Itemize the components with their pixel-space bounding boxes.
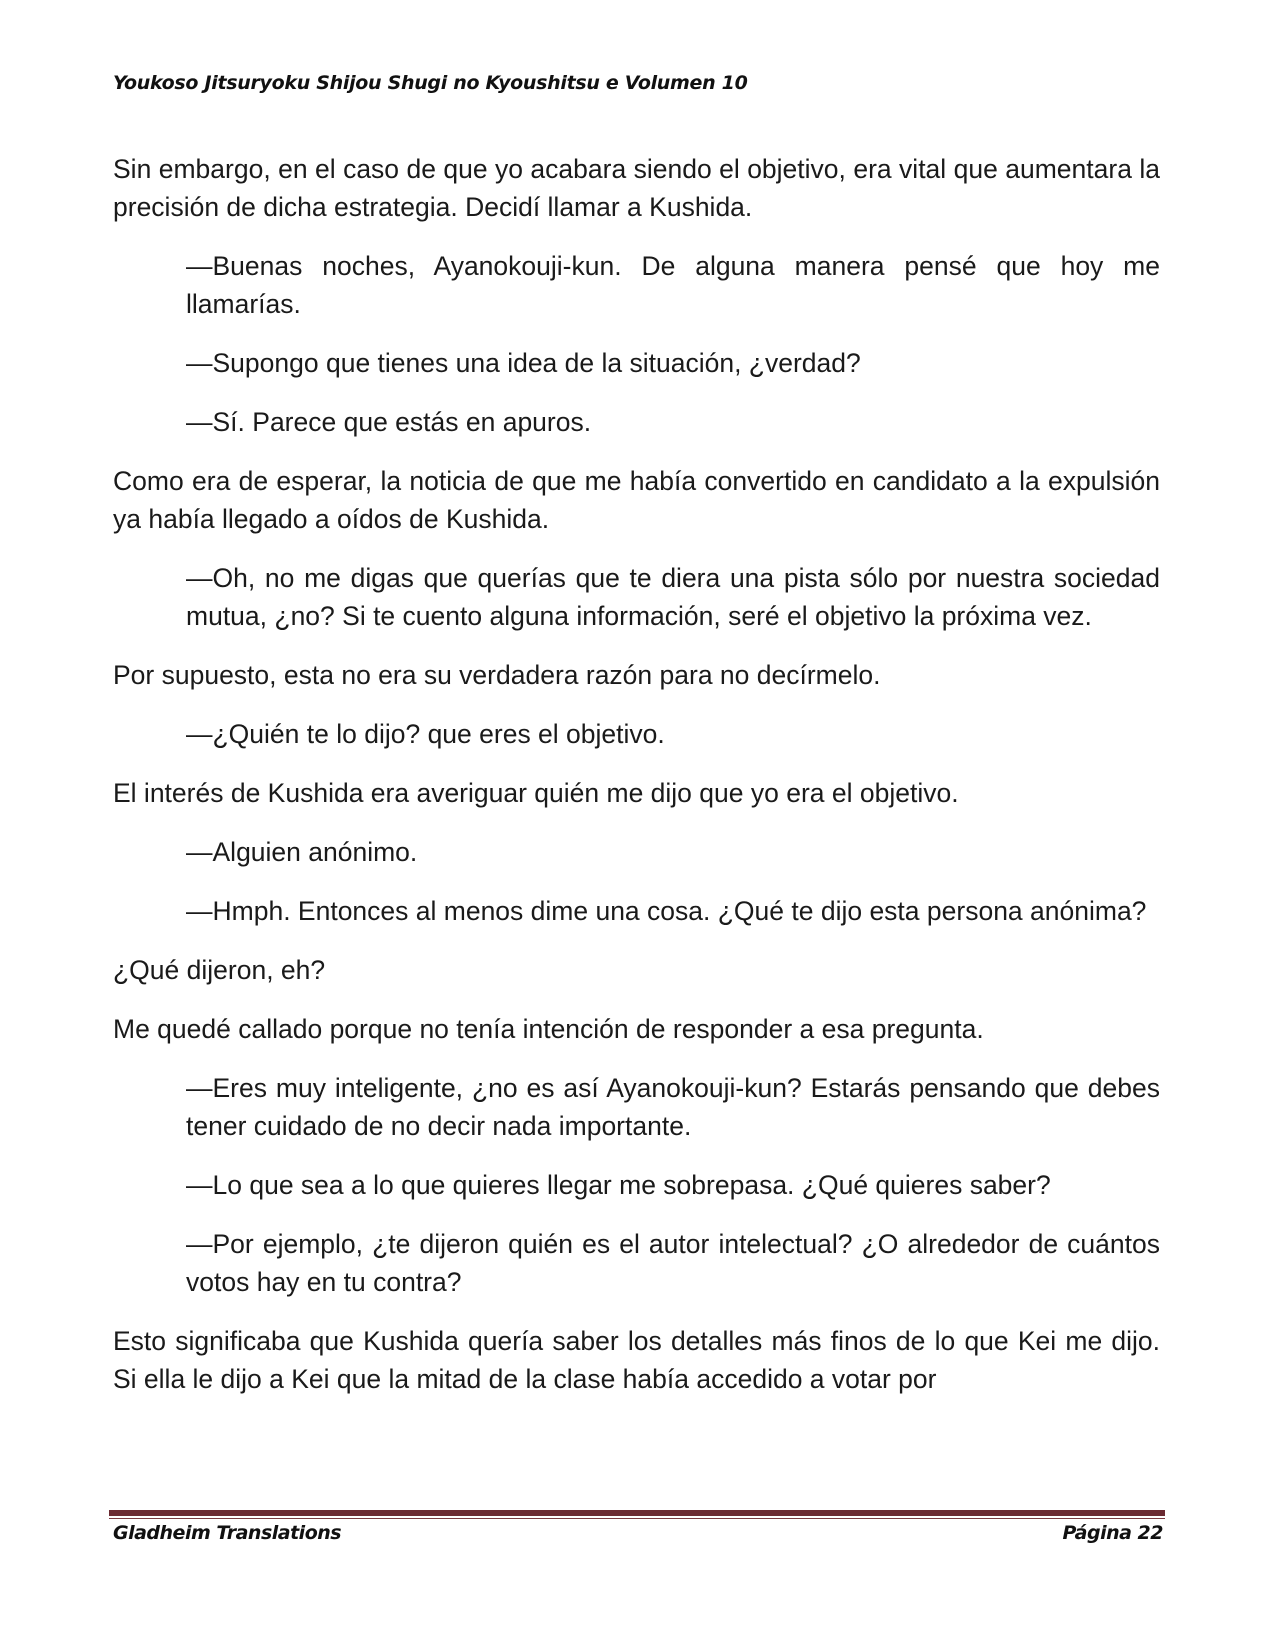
footer-rule-thin (109, 1518, 1165, 1519)
dialogue-paragraph: —Alguien anónimo. (186, 837, 418, 867)
narration-paragraph: Esto significaba que Kushida quería saber los detalles más finos de lo que Kei me dijo. Si ella le dijo a Kei que la mitad de la clase había accedido a votar por (113, 1326, 1160, 1394)
narration-paragraph: Como era de esperar, la noticia de que me había convertido en candidato a la expulsión ya había llegado a oídos de Kushida. (113, 466, 1160, 534)
dialogue-paragraph: —Buenas noches, Ayanokouji-kun. De alguna manera pensé que hoy me llamarías. (186, 251, 1160, 319)
page-number: Página 22 (1062, 1522, 1163, 1544)
dialogue-paragraph: —Oh, no me digas que querías que te diera una pista sólo por nuestra sociedad mutua, ¿no? Si te cuento alguna información, seré el objetivo la próxima vez. (186, 563, 1160, 631)
dialogue-paragraph: —Supongo que tienes una idea de la situación, ¿verdad? (186, 348, 861, 378)
narration-paragraph: Sin embargo, en el caso de que yo acabara siendo el objetivo, era vital que aumentara la precisión de dicha estrategia. Decidí llamar a Kushida. (113, 154, 1160, 222)
dialogue-paragraph: —Hmph. Entonces al menos dime una cosa. ¿Qué te dijo esta persona anónima? (186, 896, 1147, 926)
dialogue-paragraph: —Sí. Parece que estás en apuros. (186, 407, 592, 437)
dialogue-paragraph: —Eres muy inteligente, ¿no es así Ayanokouji-kun? Estarás pensando que debes tener cuidado de no decir nada importante. (186, 1073, 1160, 1141)
dialogue-paragraph: —Por ejemplo, ¿te dijeron quién es el autor intelectual? ¿O alrededor de cuántos votos hay en tu contra? (186, 1229, 1160, 1297)
dialogue-paragraph: —Lo que sea a lo que quieres llegar me sobrepasa. ¿Qué quieres saber? (186, 1170, 1051, 1200)
running-header: Youkoso Jitsuryoku Shijou Shugi no Kyoushitsu e Volumen 10 (113, 72, 748, 94)
narration-paragraph: Por supuesto, esta no era su verdadera razón para no decírmelo. (113, 660, 881, 690)
footer-rule (109, 1510, 1165, 1519)
narration-paragraph: El interés de Kushida era averiguar quién me dijo que yo era el objetivo. (113, 778, 959, 808)
narration-paragraph: ¿Qué dijeron, eh? (113, 955, 326, 985)
footer-publisher: Gladheim Translations (113, 1522, 342, 1544)
page-body (113, 150, 1160, 1419)
page-footer (113, 1522, 1163, 1544)
dialogue-paragraph: —¿Quién te lo dijo? que eres el objetivo. (186, 719, 665, 749)
narration-paragraph: Me quedé callado porque no tenía intención de responder a esa pregunta. (113, 1014, 984, 1044)
